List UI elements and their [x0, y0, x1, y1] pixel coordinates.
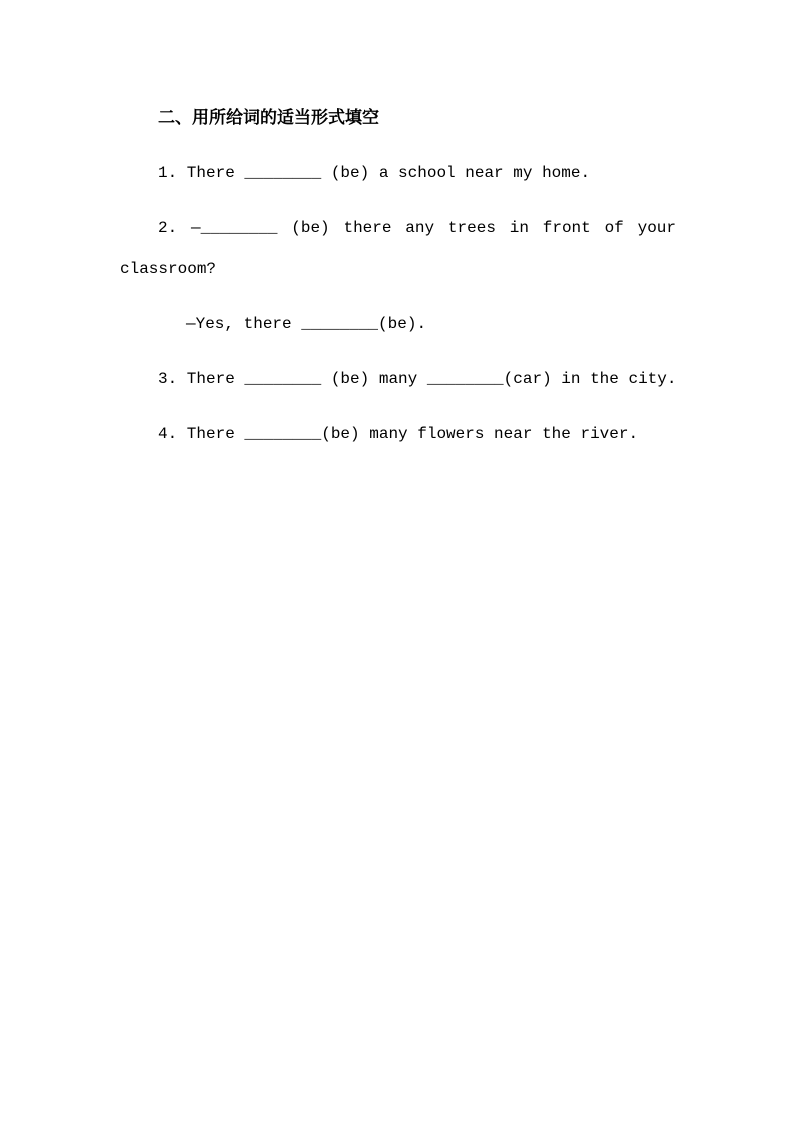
question-3: 3. There ________ (be) many ________(car) in the city. [158, 370, 677, 388]
question-4: 4. There ________(be) many flowers near the river. [158, 425, 639, 443]
question-2-line-1: 2. —________ (be) there any trees in front of your [158, 219, 676, 237]
section-title: 二、用所给词的适当形式填空 [158, 108, 379, 128]
question-2-answer-line: —Yes, there ________(be). [186, 315, 427, 333]
question-1: 1. There ________ (be) a school near my home. [158, 164, 591, 182]
question-2-line-2: classroom? [120, 260, 217, 278]
